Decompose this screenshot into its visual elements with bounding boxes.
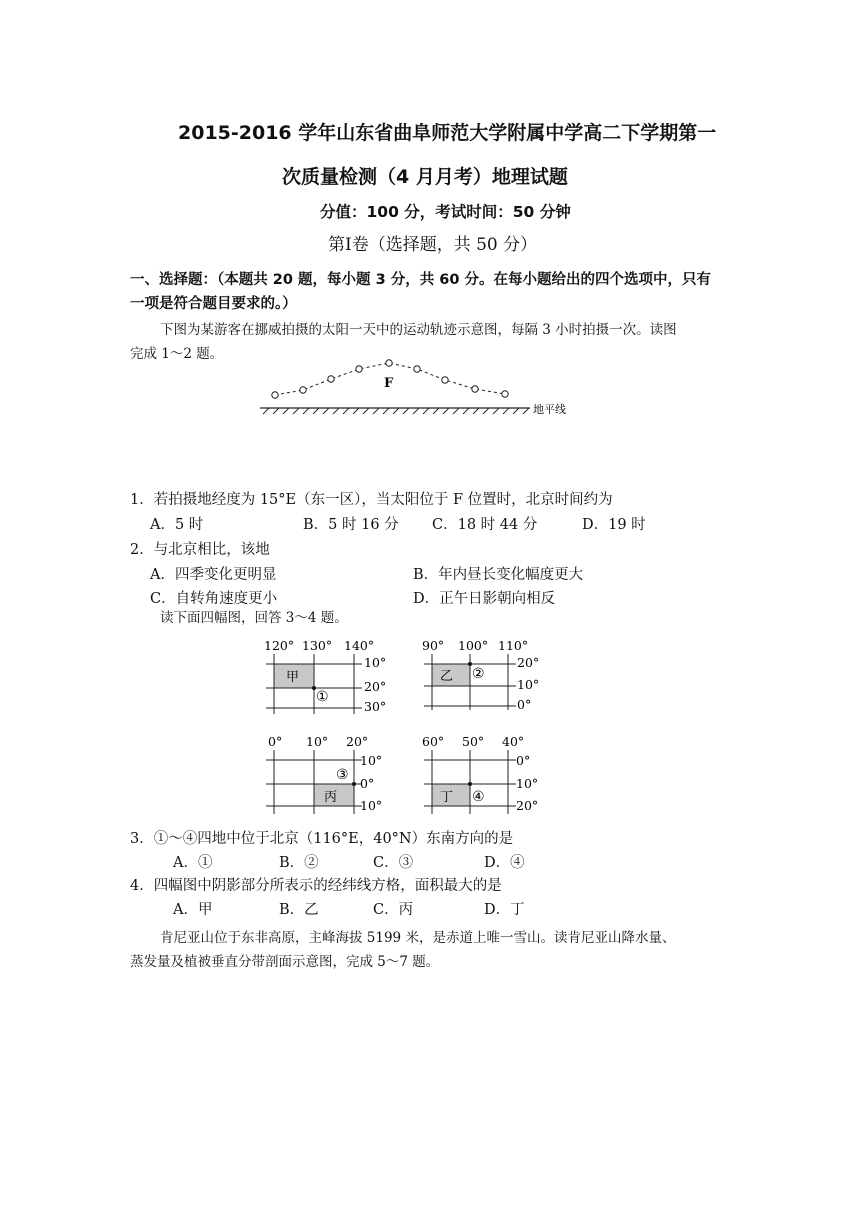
intro-2: 读下面四幅图，回答 3～4 题。 — [160, 610, 348, 626]
lon-label: 0° — [268, 734, 283, 749]
lon-label: 10° — [306, 734, 329, 749]
lon-label: 140° — [344, 638, 375, 653]
lon-label: 130° — [302, 638, 333, 653]
question-1-option-a[interactable]: A．5 时 — [150, 517, 204, 533]
grid-map-yi — [418, 636, 548, 718]
lat-label: 20° — [516, 798, 539, 813]
lat-label: 10° — [516, 776, 539, 791]
lon-label: 20° — [346, 734, 369, 749]
question-3-option-b[interactable]: B．② — [279, 855, 319, 871]
question-3-option-d[interactable]: D．④ — [484, 855, 525, 871]
lat-label: 0° — [516, 753, 531, 768]
section-heading-line-2: 一项是符合题目要求的。） — [130, 296, 297, 312]
point-label: ④ — [472, 789, 485, 805]
question-2-option-b[interactable]: B．年内昼长变化幅度更大 — [413, 567, 584, 583]
question-4-option-a[interactable]: A．甲 — [173, 902, 213, 918]
sun-point-label: F — [384, 376, 394, 391]
point-label: ② — [472, 666, 485, 682]
shade-label: 甲 — [286, 670, 300, 685]
lon-label: 110° — [498, 638, 529, 653]
grid-map-bing — [260, 732, 390, 818]
lat-label: 0° — [517, 697, 532, 712]
lat-label: 10° — [517, 677, 540, 692]
volume-heading: 第Ⅰ卷（选择题，共 50 分） — [328, 235, 538, 255]
lon-label: 40° — [502, 734, 525, 749]
lat-label: 30° — [364, 699, 387, 714]
question-1-option-b[interactable]: B．5 时 16 分 — [303, 517, 399, 533]
lat-label: 20° — [364, 679, 387, 694]
section-heading-line-1: 一、选择题：（本题共 20 题，每小题 3 分，共 60 分。在每小题给出的四个选项中，只有 — [130, 272, 711, 288]
question-2-option-d[interactable]: D．正午日影朝向相反 — [413, 591, 556, 607]
question-1-stem: 1．若拍摄地经度为 15°E（东一区），当太阳位于 F 位置时，北京时间约为 — [130, 492, 613, 508]
question-3-option-a[interactable]: A．① — [173, 855, 213, 871]
point-dot — [468, 782, 472, 786]
shade-label: 丙 — [324, 790, 338, 805]
lat-label: 10° — [360, 753, 383, 768]
point-dot — [352, 782, 356, 786]
horizon-label: 地平线 — [533, 403, 566, 416]
question-3-stem: 3．①～④四地中位于北京（116°E，40°N）东南方向的是 — [130, 831, 514, 847]
intro-3-line-2: 蒸发量及植被垂直分带剖面示意图，完成 5～7 题。 — [130, 954, 440, 970]
title-line-2: 次质量检测（4 月月考）地理试题 — [282, 166, 568, 188]
lon-label: 120° — [264, 638, 295, 653]
lon-label: 90° — [422, 638, 445, 653]
question-4-option-b[interactable]: B．乙 — [279, 902, 319, 918]
point-label: ① — [316, 689, 329, 705]
question-4-option-c[interactable]: C．丙 — [373, 902, 414, 918]
intro-1-line-2: 完成 1～2 题。 — [130, 346, 224, 362]
question-3-option-c[interactable]: C．③ — [373, 855, 414, 871]
question-2-option-a[interactable]: A．四季变化更明显 — [150, 567, 277, 583]
point-label: ③ — [336, 767, 349, 783]
score-info: 分值：100 分，考试时间：50 分钟 — [320, 203, 571, 221]
question-4-stem: 4．四幅图中阴影部分所表示的经纬线方格，面积最大的是 — [130, 878, 502, 894]
question-2-option-c[interactable]: C．自转角速度更小 — [150, 591, 278, 607]
title-line-1: 2015-2016 学年山东省曲阜师范大学附属中学高二下学期第一 — [178, 122, 717, 144]
sun-path-figure — [255, 352, 585, 422]
intro-3-line-1: 肯尼亚山位于东非高原，主峰海拔 5199 米，是赤道上唯一雪山。读肯尼亚山降水量、 — [160, 930, 676, 946]
question-1-option-d[interactable]: D．19 时 — [582, 517, 646, 533]
question-4-option-d[interactable]: D．丁 — [484, 902, 525, 918]
lon-label: 100° — [458, 638, 489, 653]
lat-label: 20° — [517, 655, 540, 670]
grid-map-ding — [418, 732, 548, 818]
grid-map-jia — [260, 636, 390, 718]
lat-label: 0° — [360, 776, 375, 791]
question-1-option-c[interactable]: C．18 时 44 分 — [432, 517, 538, 533]
lat-label: 10° — [364, 655, 387, 670]
lat-label: 10° — [360, 798, 383, 813]
shade-label: 乙 — [440, 669, 454, 684]
shade-label: 丁 — [440, 790, 454, 805]
ground-hatching — [263, 408, 529, 414]
lon-label: 50° — [462, 734, 485, 749]
question-2-stem: 2．与北京相比，该地 — [130, 542, 270, 558]
intro-1-line-1: 下图为某游客在挪威拍摄的太阳一天中的运动轨迹示意图，每隔 3 小时拍摄一次。读图 — [160, 322, 677, 338]
lon-label: 60° — [422, 734, 445, 749]
